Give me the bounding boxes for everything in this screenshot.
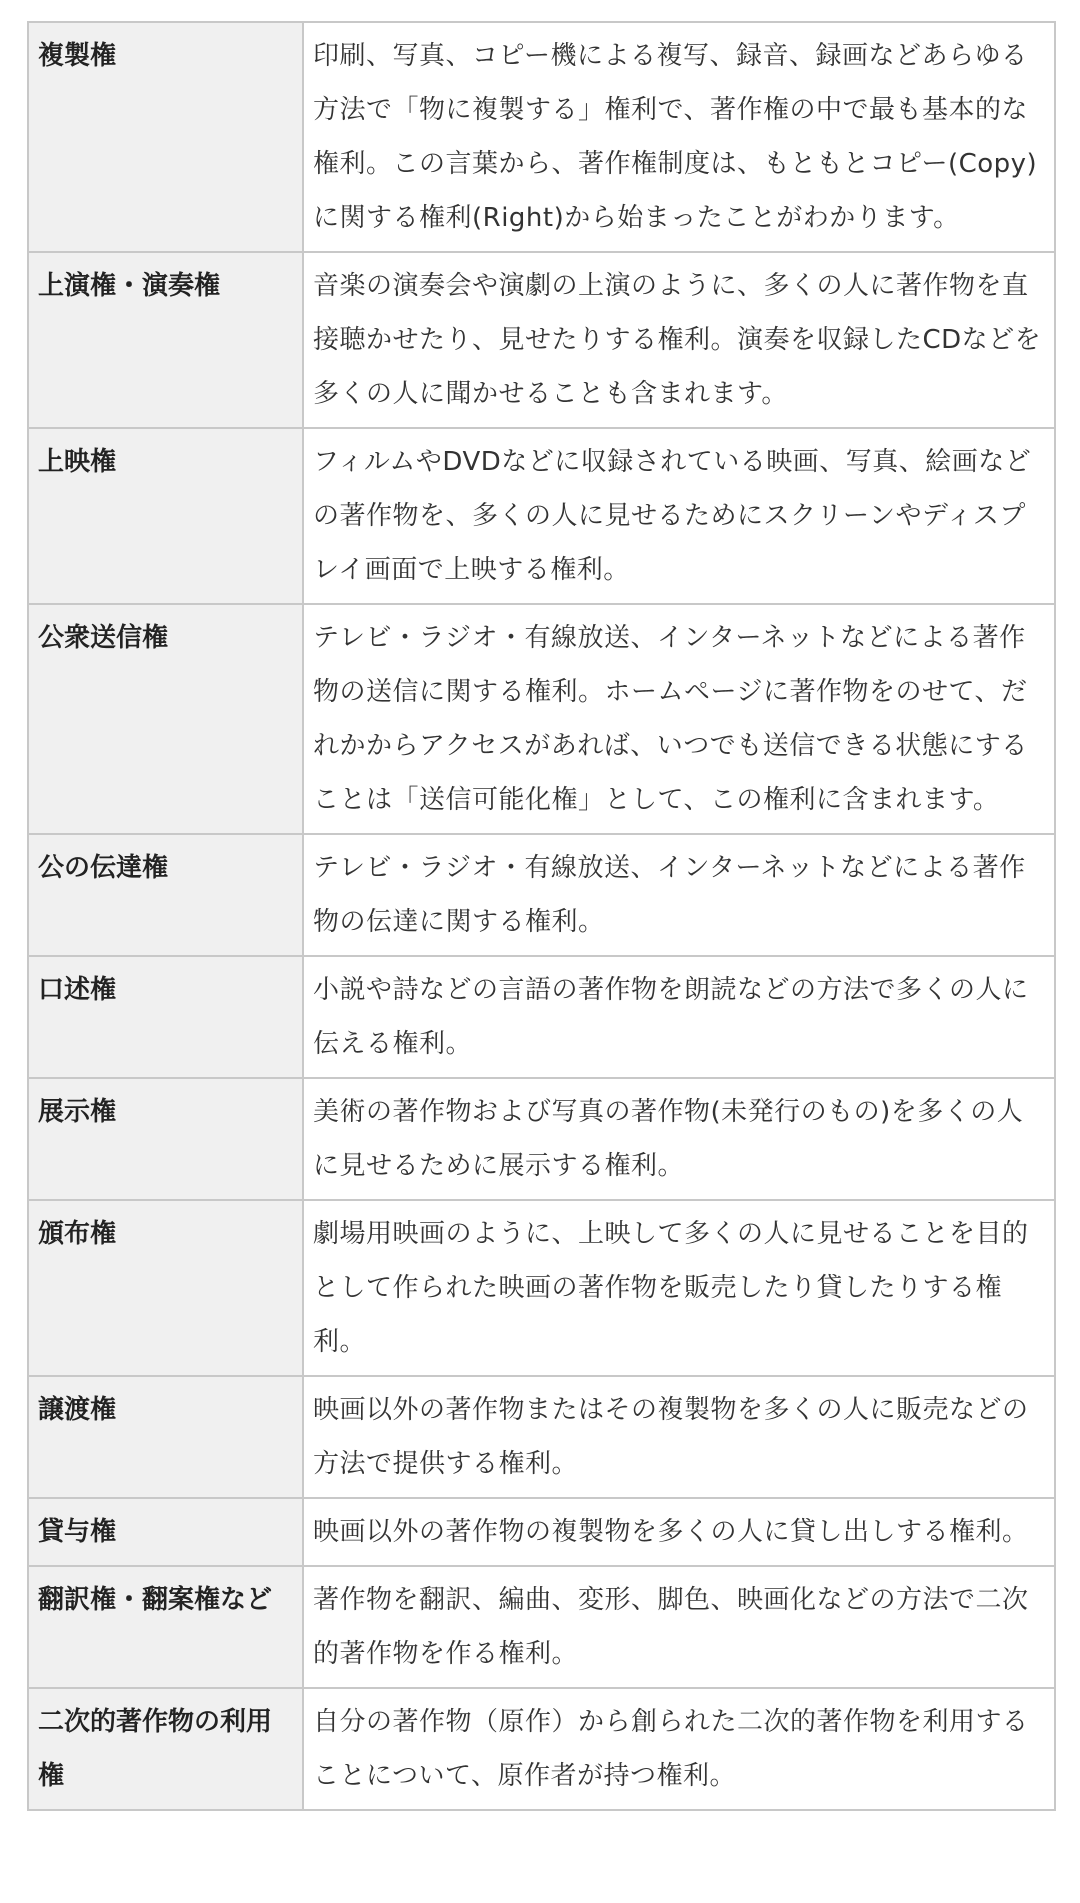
right-description: 美術の著作物および写真の著作物(未発行のもの)を多くの人に見せるために展示する権利。 [303,1078,1055,1200]
table-row [28,1078,1055,1200]
right-description: テレビ・ラジオ・有線放送、インターネットなどによる著作物の送信に関する権利。ホームページに著作物をのせて、だれかからアクセスがあれば、いつでも送信できる状態にすることは「送信可能化権」として、この権利に含まれます。 [303,604,1055,834]
table-row [28,428,1055,604]
right-description: 印刷、写真、コピー機による複写、録音、録画などあらゆる方法で「物に複製する」権利で、著作権の中で最も基本的な権利。この言葉から、著作権制度は、もともとコピー(Copy)に関する権利(Right)から始まったことがわかります。 [303,22,1055,252]
right-description: 映画以外の著作物またはその複製物を多くの人に販売などの方法で提供する権利。 [303,1376,1055,1498]
right-description: 小説や詩などの言語の著作物を朗読などの方法で多くの人に伝える権利。 [303,956,1055,1078]
right-term: 譲渡権 [28,1376,303,1498]
table-row [28,1688,1055,1810]
right-term: 翻訳権・翻案権など [28,1566,303,1688]
right-description: 音楽の演奏会や演劇の上演のように、多くの人に著作物を直接聴かせたり、見せたりする権利。演奏を収録したCDなどを多くの人に聞かせることも含まれます。 [303,252,1055,428]
right-term: 口述権 [28,956,303,1078]
table-row [28,1566,1055,1688]
table-row [28,1376,1055,1498]
table-row [28,252,1055,428]
table-row [28,956,1055,1078]
right-description: 劇場用映画のように、上映して多くの人に見せることを目的として作られた映画の著作物を販売したり貸したりする権利。 [303,1200,1055,1376]
right-term: 頒布権 [28,1200,303,1376]
rights-table [27,21,1056,1811]
right-term: 上演権・演奏権 [28,252,303,428]
table-row [28,834,1055,956]
right-description: 自分の著作物（原作）から創られた二次的著作物を利用することについて、原作者が持つ権利。 [303,1688,1055,1810]
right-description: フィルムやDVDなどに収録されている映画、写真、絵画などの著作物を、多くの人に見せるためにスクリーンやディスプレイ画面で上映する権利。 [303,428,1055,604]
right-term: 公の伝達権 [28,834,303,956]
right-term: 複製権 [28,22,303,252]
right-term: 公衆送信権 [28,604,303,834]
table-row [28,1498,1055,1566]
table-row [28,1200,1055,1376]
right-term: 貸与権 [28,1498,303,1566]
table-row [28,604,1055,834]
right-term: 上映権 [28,428,303,604]
right-description: 著作物を翻訳、編曲、変形、脚色、映画化などの方法で二次的著作物を作る権利。 [303,1566,1055,1688]
right-description: 映画以外の著作物の複製物を多くの人に貸し出しする権利。 [303,1498,1055,1566]
table-row [28,22,1055,252]
right-description: テレビ・ラジオ・有線放送、インターネットなどによる著作物の伝達に関する権利。 [303,834,1055,956]
right-term: 展示権 [28,1078,303,1200]
right-term: 二次的著作物の利用権 [28,1688,303,1810]
